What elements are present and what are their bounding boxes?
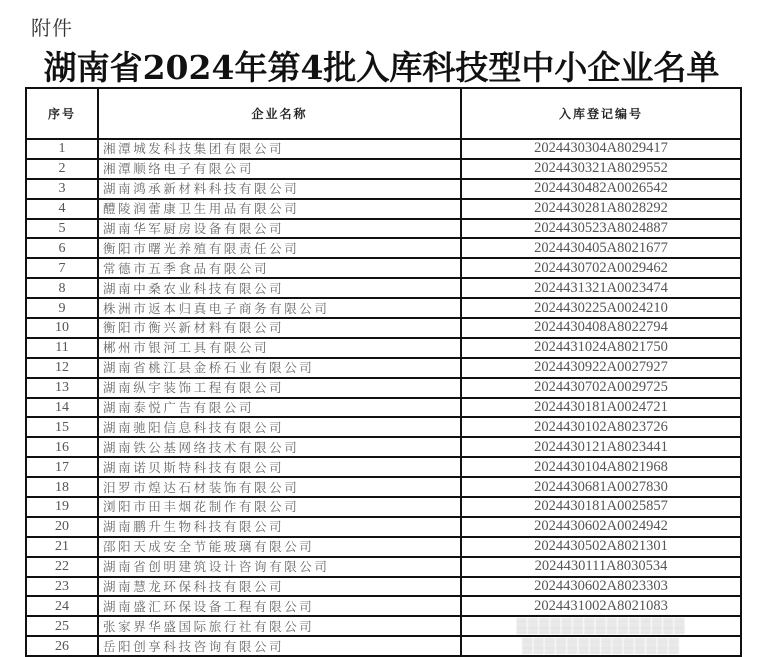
registration-number-cell: 2024430111A8030534 bbox=[461, 557, 741, 577]
table-row bbox=[26, 378, 741, 398]
enterprise-list-table bbox=[25, 87, 742, 657]
company-name-cell: 常德市五季食品有限公司 bbox=[98, 258, 461, 278]
company-name-cell: 衡阳市曙光养殖有限责任公司 bbox=[98, 238, 461, 258]
registration-number-cell: 2024430104A8021968 bbox=[461, 457, 741, 477]
company-name-cell: 湖南中桑农业科技有限公司 bbox=[98, 278, 461, 298]
table-row bbox=[26, 417, 741, 437]
document-title: 湖南省2024年第4批入库科技型中小企业名单 bbox=[43, 48, 720, 87]
registration-number-cell: 2024430181A0025857 bbox=[461, 497, 741, 517]
registration-number-cell: 2024430405A8021677 bbox=[461, 238, 741, 258]
table-row bbox=[26, 457, 741, 477]
company-name-cell: 衡阳市衡兴新材料有限公司 bbox=[98, 318, 461, 338]
serial-number-cell: 16 bbox=[26, 437, 98, 457]
registration-number-cell: 2024430482A0026542 bbox=[461, 179, 741, 199]
table-row bbox=[26, 636, 741, 656]
serial-number-cell: 20 bbox=[26, 517, 98, 537]
company-name-cell: 湖南纵宇装饰工程有限公司 bbox=[98, 378, 461, 398]
table-row bbox=[26, 358, 741, 378]
table-header-row bbox=[26, 88, 741, 139]
company-name-cell: 株洲市返本归真电子商务有限公司 bbox=[98, 298, 461, 318]
company-name-cell: 湘潭城发科技集团有限公司 bbox=[98, 139, 461, 159]
company-name-cell: 郴州市银河工具有限公司 bbox=[98, 338, 461, 358]
table-row bbox=[26, 517, 741, 537]
company-name-cell: 湘潭顺络电子有限公司 bbox=[98, 159, 461, 179]
serial-number-cell: 4 bbox=[26, 199, 98, 219]
serial-number-cell: 2 bbox=[26, 159, 98, 179]
registration-number-cell: 2024430602A0024942 bbox=[461, 517, 741, 537]
attachment-label: 附件 bbox=[31, 16, 73, 40]
table-row bbox=[26, 596, 741, 616]
serial-number-cell: 3 bbox=[26, 179, 98, 199]
serial-number-cell: 18 bbox=[26, 477, 98, 497]
header-registration-number: 入库登记编号 bbox=[461, 88, 741, 139]
table-row bbox=[26, 238, 741, 258]
company-name-cell: 湖南诺贝斯特科技有限公司 bbox=[98, 457, 461, 477]
serial-number-cell: 19 bbox=[26, 497, 98, 517]
company-name-cell: 岳阳创享科技咨询有限公司 bbox=[98, 636, 461, 656]
registration-number-cell: 2024430523A8024887 bbox=[461, 219, 741, 239]
serial-number-cell: 10 bbox=[26, 318, 98, 338]
registration-number-cell: ▒▒▒▒▒▒▒▒▒▒▒▒▒▒ bbox=[461, 636, 741, 656]
table-row bbox=[26, 318, 741, 338]
registration-number-cell: 2024430502A8021301 bbox=[461, 537, 741, 557]
table-row bbox=[26, 577, 741, 597]
table-row bbox=[26, 298, 741, 318]
registration-number-cell: 2024430408A8022794 bbox=[461, 318, 741, 338]
table-row bbox=[26, 557, 741, 577]
company-name-cell: 张家界华盛国际旅行社有限公司 bbox=[98, 616, 461, 636]
serial-number-cell: 14 bbox=[26, 398, 98, 418]
table-row bbox=[26, 199, 741, 219]
serial-number-cell: 15 bbox=[26, 417, 98, 437]
serial-number-cell: 21 bbox=[26, 537, 98, 557]
company-name-cell: 湖南省桃江县金桥石业有限公司 bbox=[98, 358, 461, 378]
table-row bbox=[26, 219, 741, 239]
table-row bbox=[26, 437, 741, 457]
registration-number-cell: 2024430602A8023303 bbox=[461, 577, 741, 597]
serial-number-cell: 17 bbox=[26, 457, 98, 477]
registration-number-cell: 2024431321A0023474 bbox=[461, 278, 741, 298]
table-row bbox=[26, 398, 741, 418]
header-serial-number: 序号 bbox=[26, 88, 98, 139]
serial-number-cell: 7 bbox=[26, 258, 98, 278]
table-row bbox=[26, 179, 741, 199]
registration-number-cell: 2024430321A8029552 bbox=[461, 159, 741, 179]
company-name-cell: 湖南鸿承新材料科技有限公司 bbox=[98, 179, 461, 199]
company-name-cell: 汨罗市煌达石材装饰有限公司 bbox=[98, 477, 461, 497]
serial-number-cell: 26 bbox=[26, 636, 98, 656]
registration-number-cell: 2024430102A8023726 bbox=[461, 417, 741, 437]
serial-number-cell: 22 bbox=[26, 557, 98, 577]
table-row bbox=[26, 338, 741, 358]
registration-number-cell: 2024430121A8023441 bbox=[461, 437, 741, 457]
registration-number-cell: 2024431024A8021750 bbox=[461, 338, 741, 358]
serial-number-cell: 25 bbox=[26, 616, 98, 636]
table-row bbox=[26, 477, 741, 497]
company-name-cell: 湖南华军厨房设备有限公司 bbox=[98, 219, 461, 239]
table-row bbox=[26, 258, 741, 278]
company-name-cell: 醴陵润蕾康卫生用品有限公司 bbox=[98, 199, 461, 219]
registration-number-cell: 2024430922A0027927 bbox=[461, 358, 741, 378]
header-company-name: 企业名称 bbox=[98, 88, 461, 139]
registration-number-cell: 2024431002A8021083 bbox=[461, 596, 741, 616]
serial-number-cell: 8 bbox=[26, 278, 98, 298]
company-name-cell: 湖南慧龙环保科技有限公司 bbox=[98, 577, 461, 597]
serial-number-cell: 23 bbox=[26, 577, 98, 597]
table-row bbox=[26, 159, 741, 179]
company-name-cell: 湖南泰悦广告有限公司 bbox=[98, 398, 461, 418]
registration-number-cell: 2024430281A8028292 bbox=[461, 199, 741, 219]
serial-number-cell: 1 bbox=[26, 139, 98, 159]
registration-number-cell: 2024430681A0027830 bbox=[461, 477, 741, 497]
company-name-cell: 湖南鹏升生物科技有限公司 bbox=[98, 517, 461, 537]
company-name-cell: 湖南省创明建筑设计咨询有限公司 bbox=[98, 557, 461, 577]
serial-number-cell: 12 bbox=[26, 358, 98, 378]
company-name-cell: 邵阳天成安全节能玻璃有限公司 bbox=[98, 537, 461, 557]
table-row bbox=[26, 278, 741, 298]
registration-number-cell: 2024430181A0024721 bbox=[461, 398, 741, 418]
serial-number-cell: 11 bbox=[26, 338, 98, 358]
company-name-cell: 浏阳市田丰烟花制作有限公司 bbox=[98, 497, 461, 517]
table-row bbox=[26, 139, 741, 159]
serial-number-cell: 9 bbox=[26, 298, 98, 318]
serial-number-cell: 5 bbox=[26, 219, 98, 239]
table-row bbox=[26, 497, 741, 517]
registration-number-cell: 2024430304A8029417 bbox=[461, 139, 741, 159]
registration-number-cell: ▒▒▒▒▒▒▒▒▒▒▒▒▒▒▒ bbox=[461, 616, 741, 636]
table-row bbox=[26, 537, 741, 557]
company-name-cell: 湖南驰阳信息科技有限公司 bbox=[98, 417, 461, 437]
serial-number-cell: 24 bbox=[26, 596, 98, 616]
table-row bbox=[26, 616, 741, 636]
company-name-cell: 湖南铁公基网络技术有限公司 bbox=[98, 437, 461, 457]
registration-number-cell: 2024430702A0029462 bbox=[461, 258, 741, 278]
registration-number-cell: 2024430225A0024210 bbox=[461, 298, 741, 318]
company-name-cell: 湖南盛汇环保设备工程有限公司 bbox=[98, 596, 461, 616]
registration-number-cell: 2024430702A0029725 bbox=[461, 378, 741, 398]
serial-number-cell: 13 bbox=[26, 378, 98, 398]
serial-number-cell: 6 bbox=[26, 238, 98, 258]
